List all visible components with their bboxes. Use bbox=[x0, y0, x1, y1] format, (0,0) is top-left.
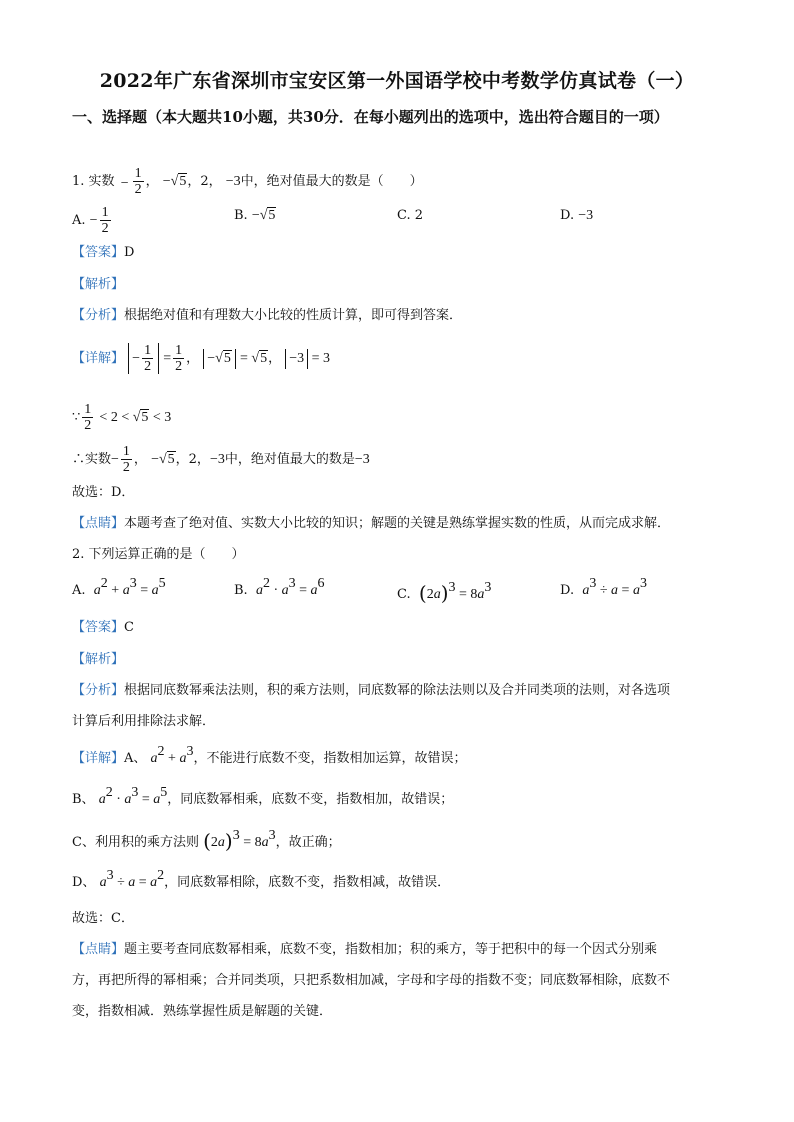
q2-option-c: C. $(2a)^3 = 8a^3$ bbox=[397, 580, 492, 605]
q1-because: ∵ $\frac{1}{2}$ < 2 < √5 < 3 bbox=[72, 402, 172, 433]
q2-detail-d: D、 $a^3 \div a = a^2$，同底数幂相除，底数不变，指数相减，故错误． bbox=[72, 868, 451, 890]
q1-comment: 【点睛】本题考查了绝对值、实数大小比较的知识；解题的关键是熟练掌握实数的性质，从而完成求解． bbox=[72, 516, 671, 531]
q1-stem: 1. 实数 − $\frac{1}{2}$ ， −√5，2， −3中，绝对值最大的数是（ ） bbox=[72, 166, 423, 197]
q2-comment-line2: 方，再把所得的幂相乘；合并同类项，只把系数相加减，字母和字母的指数不变；同底数幂相除，底数不 bbox=[72, 973, 671, 988]
q2-comment-line3: 变，指数相减．熟练掌握性质是解题的关键． bbox=[72, 1004, 333, 1019]
q2-detail-b: B、 $a^2 \cdot a^3 = a^5$，同底数幂相乘，底数不变，指数相加，故错误； bbox=[72, 785, 454, 807]
q2-detail-a: 【详解】A、 $a^2 + a^3$，不能进行底数不变，指数相加运算，故错误； bbox=[72, 744, 467, 766]
q2-option-a: A. $a^2 + a^3 = a^5$ bbox=[72, 576, 166, 598]
q2-analysis-line2: 计算后利用排除法求解． bbox=[72, 714, 216, 729]
q2-analysis-line1: 【分析】根据同底数幂乘法法则，积的乘方法则，同底数幂的除法法则以及合并同类项的法则，对各选项 bbox=[72, 683, 671, 698]
q1-answer: 【答案】D bbox=[72, 245, 135, 260]
q1-choose: 故选：D． bbox=[72, 485, 135, 500]
q2-stem: 2. 下列运算正确的是（ ） bbox=[72, 547, 245, 562]
q1-detail: 【详解】 − $\frac{1}{2}$ = $\frac{1}{2}$ ， −√5 = √5， −3 = 3 bbox=[72, 343, 331, 374]
q2-comment-line1: 【点睛】题主要考查同底数幂相乘，底数不变，指数相加；积的乘方，等于把积中的每一个因式分别乘 bbox=[72, 942, 658, 957]
q2-answer: 【答案】C bbox=[72, 620, 134, 635]
q2-detail-c: C、利用积的乘方法则 $(2a)^3 = 8a^3$，故正确； bbox=[72, 828, 341, 853]
q1-option-d: D. −3 bbox=[560, 208, 594, 223]
document-title: 2022年广东省深圳市宝安区第一外国语学校中考数学仿真试卷（一） bbox=[99, 70, 695, 92]
q2-choose: 故选：C． bbox=[72, 911, 134, 926]
q1-option-c: C. 2 bbox=[397, 208, 424, 223]
q1-analysis: 【分析】根据绝对值和有理数大小比较的性质计算，即可得到答案． bbox=[72, 308, 463, 323]
q1-option-b: B. −√5 bbox=[234, 208, 276, 223]
q2-option-d: D. $a^3 \div a = a^3$ bbox=[560, 576, 647, 598]
q1-therefore: ∴实数− $\frac{1}{2}$ ， −√5，2，−3中，绝对值最大的数是−3 bbox=[72, 444, 370, 475]
q2-option-b: B. $a^2 \cdot a^3 = a^6$ bbox=[234, 576, 325, 598]
q1-explanation-label: 【解析】 bbox=[72, 277, 125, 292]
q1-option-a: A. − $\frac{1}{2}$ bbox=[72, 205, 109, 236]
q2-explanation-label: 【解析】 bbox=[72, 652, 125, 667]
section-heading: 一、选择题（本大题共10小题，共30分．在每小题列出的选项中，选出符合题目的一项） bbox=[72, 108, 669, 126]
